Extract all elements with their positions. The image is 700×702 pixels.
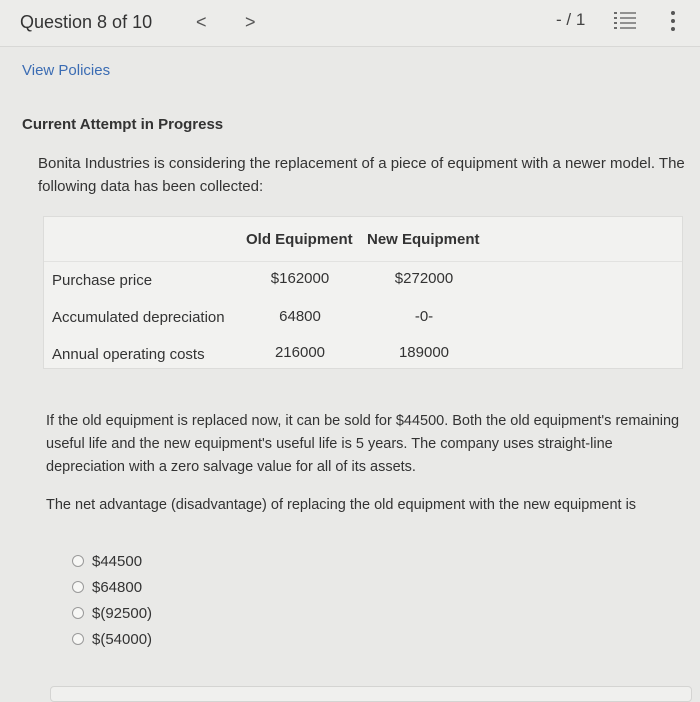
cell-new-annual-operating-costs: 189000 [398,344,450,361]
cell-old-accumulated-depreciation: 64800 [279,308,321,325]
score-display: - / 1 [556,10,586,29]
option-4[interactable] [72,626,152,652]
option-label: $64800 [92,578,143,596]
radio-button[interactable] [72,581,84,593]
row-label-purchase-price: Purchase price [52,272,153,289]
attempt-status: Current Attempt in Progress [22,116,224,133]
option-label: $(54000) [92,630,153,648]
more-vertical-icon[interactable] [668,8,678,34]
header-new-equipment: New Equipment [367,231,480,248]
option-label: $(92500) [92,604,153,622]
cell-old-purchase-price: $162000 [270,270,330,287]
chevron-left-icon[interactable]: < [196,12,207,32]
answer-options [72,548,152,652]
option-3[interactable] [72,600,152,626]
cell-new-purchase-price: $272000 [394,270,454,287]
bottom-panel-edge [50,686,692,702]
row-label-accumulated-depreciation: Accumulated depreciation [52,309,225,326]
view-policies-link[interactable]: View Policies [22,62,111,79]
header-old-equipment: Old Equipment [246,231,353,248]
question-prompt: The net advantage (disadvantage) of replacing the old equipment with the new equipment is [46,497,637,513]
question-counter: Question 8 of 10 [20,12,153,32]
header-divider [0,46,700,47]
cell-old-annual-operating-costs: 216000 [274,344,326,361]
chevron-right-icon[interactable]: > [245,12,256,32]
radio-button[interactable] [72,633,84,645]
question-details: If the old equipment is replaced now, it can be sold for $44500. Both the old equipment's remaining useful life and the new equipment's useful life is 5 years. The company uses straight-line depreciation with a zero salvage value for all of its assets. [46,413,680,475]
equipment-data-table [43,216,683,369]
radio-button[interactable] [72,607,84,619]
list-icon[interactable] [612,10,638,32]
top-bar [0,0,700,46]
option-1[interactable] [72,548,152,574]
table-divider [44,261,682,262]
radio-button[interactable] [72,555,84,567]
question-intro: Bonita Industries is considering the replacement of a piece of equipment with a newer model. The following data has been collected: [38,155,685,195]
option-label: $44500 [92,552,143,570]
cell-new-accumulated-depreciation: -0- [414,308,434,325]
option-2[interactable] [72,574,152,600]
row-label-annual-operating-costs: Annual operating costs [52,346,205,363]
